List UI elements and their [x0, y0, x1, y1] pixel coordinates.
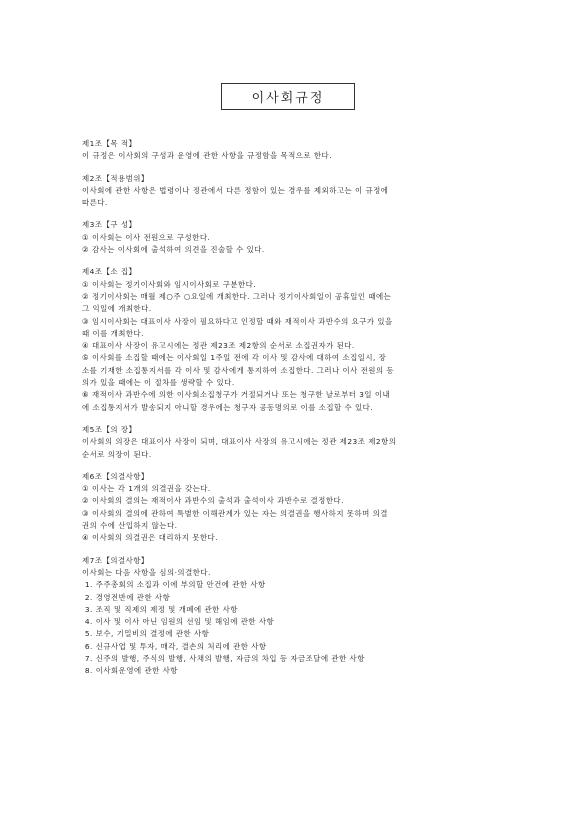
- article-1: [82, 138, 496, 163]
- article-line: ② 이사회의 결의는 재적이사 과반수의 출석과 출석이사 과반수로 결정한다.: [82, 496, 344, 506]
- article-line: 2. 경영전반에 관한 사항: [82, 592, 171, 602]
- article-4: [82, 266, 496, 414]
- article-line: 이사회의 의장은 대표이사 사장이 되며, 대표이사 사장의 유고시에는 정관 제23조 제2항의: [82, 437, 397, 447]
- article-line: 순서로 의장이 된다.: [82, 449, 152, 459]
- article-line: ② 정기이사회는 매월 제○주 ○요일에 개최한다. 그러나 정기이사회일이 공휴일인 때에는: [82, 291, 392, 301]
- article-line: 이사회는 다음 사항을 심의·의결한다.: [82, 567, 211, 577]
- article-line: 5. 보수, 기밀비의 결정에 관한 사항: [82, 629, 210, 639]
- article-5: [82, 424, 496, 461]
- article-heading: 제2조【적용범위】: [82, 173, 149, 183]
- article-line: 때 이를 개최한다.: [82, 328, 145, 338]
- article-line: ③ 임시이사회는 대표이사 사장이 필요하다고 인정할 때와 재적이사 과반수의 요구가 있을: [82, 316, 393, 326]
- article-line: 소를 기재한 소집통지서를 각 이사 및 감사에게 통지하여 소집한다. 그러나 이사 전원의 동: [82, 365, 395, 375]
- article-line: ① 이사회는 이사 전원으로 구성한다.: [82, 232, 211, 242]
- article-line: ⑥ 재적이사 과반수에 의한 이사회소집청구가 거절되거나 또는 청구한 날로부터 3일 이내: [82, 390, 391, 400]
- article-line: 이사회에 관한 사항은 법령이나 정관에서 다른 정함이 있는 경우를 제외하고는 이 규정에: [82, 185, 389, 195]
- article-line: 권의 수에 산입하지 않는다.: [82, 521, 178, 531]
- article-line: ① 이사는 각 1개의 의결권을 갖는다.: [82, 484, 211, 494]
- article-line: 7. 신주의 발행, 주식의 발행, 사채의 발행, 자금의 차입 등 자금조달에 관한 사항: [82, 653, 365, 663]
- article-list: [82, 138, 496, 688]
- article-2: [82, 173, 496, 210]
- article-heading: 제6조【의결사항】: [82, 471, 149, 481]
- article-line: 6. 신규사업 및 투자, 매각, 결손의 처리에 관한 사항: [82, 641, 267, 651]
- article-line: ⑤ 이사회를 소집할 때에는 이사회일 1주일 전에 각 이사 및 감사에 대하여 소집일시, 장: [82, 353, 387, 363]
- article-line: 이 규정은 이사회의 구성과 운영에 관한 사항을 규정함을 목적으로 한다.: [82, 151, 333, 161]
- article-6: [82, 471, 496, 545]
- article-line: 그 익일에 개최한다.: [82, 304, 152, 314]
- article-line: 1. 주주총회의 소집과 이에 부의할 안건에 관한 사항: [82, 580, 266, 590]
- article-line: 의가 있을 때에는 이 절차를 생략할 수 있다.: [82, 378, 235, 388]
- article-heading: 제5조【의 장】: [82, 424, 137, 434]
- article-line: 8. 이사회운영에 관한 사항: [82, 666, 178, 676]
- article-line: 4. 이사 및 이사 아닌 임원의 선임 및 해임에 관한 사항: [82, 617, 275, 627]
- article-line: 따른다.: [82, 198, 108, 208]
- article-heading: 제1조【목 적】: [82, 139, 137, 148]
- article-3: [82, 219, 496, 256]
- document-title: 이사회규정: [221, 83, 355, 110]
- article-7: [82, 555, 496, 678]
- article-heading: 제3조【구 성】: [82, 220, 137, 230]
- article-line: ② 감사는 이사회에 출석하여 의견을 진술할 수 있다.: [82, 245, 265, 255]
- article-heading: 제7조【의결사항】: [82, 555, 149, 565]
- article-line: 3. 조직 및 직제의 제정 및 개폐에 관한 사항: [82, 604, 238, 614]
- article-line: ④ 대표이사 사장이 유고시에는 정관 제23조 제2항의 순서로 소집권자가 된다.: [82, 341, 355, 351]
- article-heading: 제4조【소 집】: [82, 267, 137, 277]
- article-line: 에 소집통지서가 발송되지 아니할 경우에는 청구자 공동명의로 이를 소집할 수 있다.: [82, 402, 374, 412]
- article-line: ① 이사회는 정기이사회와 임시이사회로 구분한다.: [82, 279, 257, 289]
- article-line: ④ 이사회의 의결권은 대리하지 못한다.: [82, 533, 218, 543]
- article-line: ③ 이사회의 결의에 관하여 특별한 이해관계가 있는 자는 의결권을 행사하지 못하며 의결: [82, 508, 388, 518]
